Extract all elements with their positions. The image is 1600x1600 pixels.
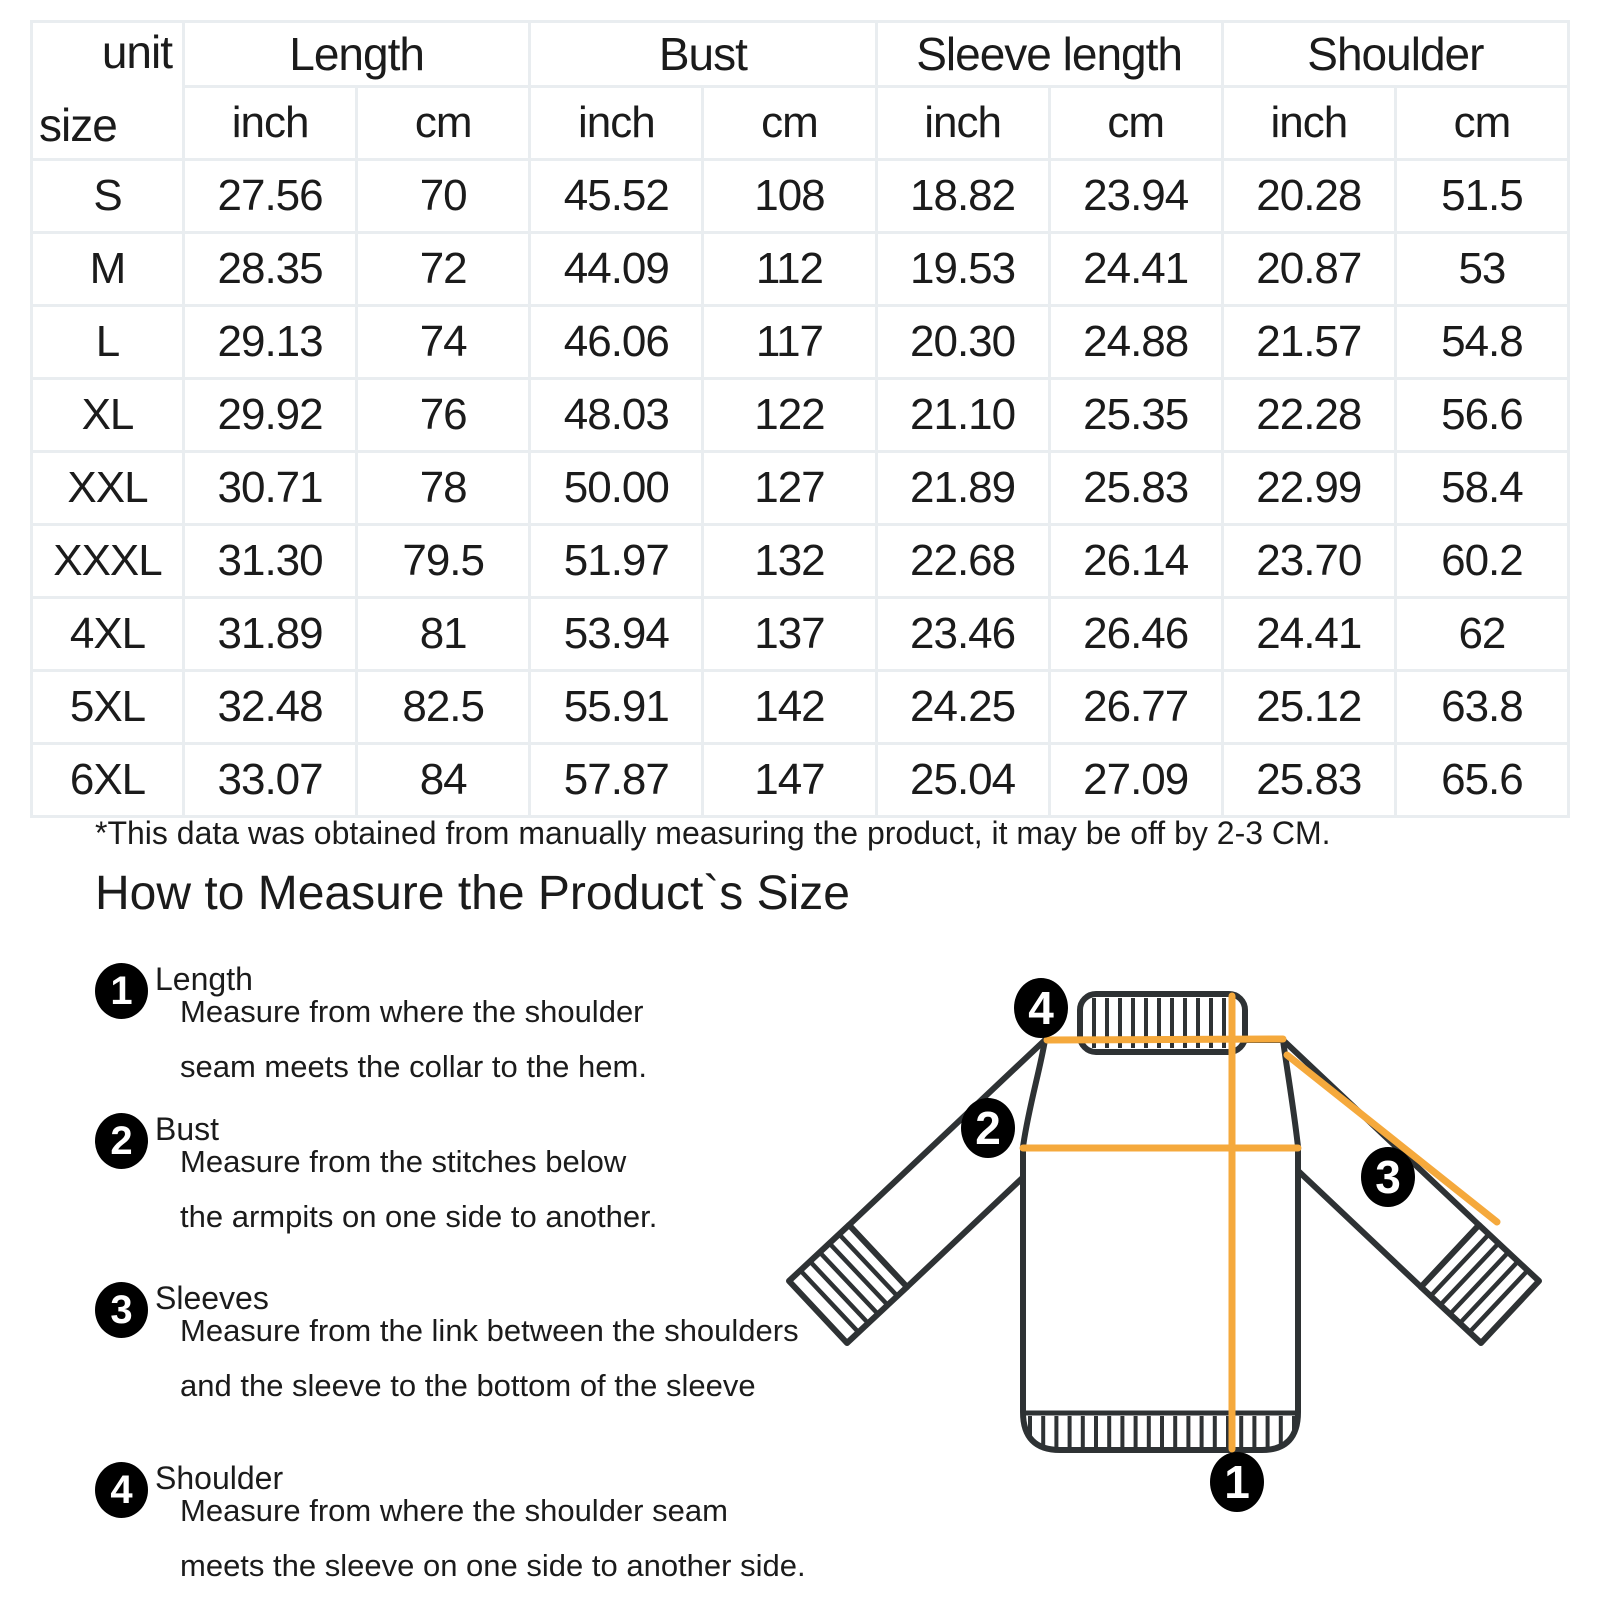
value-cell: 81 — [357, 598, 530, 671]
value-cell: 31.30 — [184, 525, 357, 598]
value-cell: 63.8 — [1395, 671, 1568, 744]
value-cell: 23.46 — [876, 598, 1049, 671]
table-row — [32, 452, 1569, 525]
instruction-text-line: Measure from where the shoulder seam — [180, 1493, 728, 1528]
value-cell: 25.04 — [876, 744, 1049, 817]
value-cell: 18.82 — [876, 160, 1049, 233]
value-cell: 53 — [1395, 233, 1568, 306]
subheader-bust-inch: inch — [530, 87, 703, 160]
value-cell: 76 — [357, 379, 530, 452]
value-cell: 112 — [703, 233, 876, 306]
table-row — [32, 306, 1569, 379]
size-cell: XL — [32, 379, 184, 452]
table-row — [32, 233, 1569, 306]
value-cell: 108 — [703, 160, 876, 233]
instruction-label: Shoulder — [155, 1460, 284, 1496]
value-cell: 24.41 — [1222, 598, 1395, 671]
unit-size-corner-cell — [32, 22, 184, 160]
value-cell: 56.6 — [1395, 379, 1568, 452]
shoulder-measure-line — [1047, 1039, 1283, 1040]
value-cell: 33.07 — [184, 744, 357, 817]
value-cell: 24.41 — [1049, 233, 1222, 306]
hem-ribbing — [1030, 1416, 1294, 1449]
measurement-disclaimer-note: *This data was obtained from manually measuring the product, it may be off by 2-3 CM. — [95, 815, 1331, 851]
value-cell: 30.71 — [184, 452, 357, 525]
value-cell: 58.4 — [1395, 452, 1568, 525]
instruction-text-line: meets the sleeve on one side to another side. — [180, 1548, 806, 1583]
value-cell: 54.8 — [1395, 306, 1568, 379]
instruction-label: Sleeves — [155, 1280, 269, 1316]
table-row — [32, 671, 1569, 744]
size-cell: M — [32, 233, 184, 306]
value-cell: 25.35 — [1049, 379, 1222, 452]
value-cell: 74 — [357, 306, 530, 379]
subheader-length-cm: cm — [357, 87, 530, 160]
table-row — [32, 525, 1569, 598]
column-group-shoulder: Shoulder — [1222, 22, 1568, 87]
value-cell: 25.83 — [1049, 452, 1222, 525]
value-cell: 28.35 — [184, 233, 357, 306]
table-sub-header-row — [32, 87, 1569, 160]
instruction-text-line: seam meets the collar to the hem. — [180, 1049, 647, 1084]
instruction-text-line: and the sleeve to the bottom of the sleeve — [180, 1368, 756, 1403]
diagram-badge-3 — [1361, 1147, 1415, 1207]
value-cell: 27.56 — [184, 160, 357, 233]
value-cell: 19.53 — [876, 233, 1049, 306]
value-cell: 26.14 — [1049, 525, 1222, 598]
value-cell: 132 — [703, 525, 876, 598]
instruction-text-line: Measure from the stitches below — [180, 1144, 627, 1179]
table-row — [32, 160, 1569, 233]
table-row — [32, 744, 1569, 817]
value-cell: 23.70 — [1222, 525, 1395, 598]
value-cell: 22.28 — [1222, 379, 1395, 452]
number-2-badge: 2 — [95, 1113, 148, 1169]
table-row — [32, 379, 1569, 452]
value-cell: 46.06 — [530, 306, 703, 379]
value-cell: 79.5 — [357, 525, 530, 598]
instruction-label: Bust — [155, 1111, 220, 1147]
size-cell: 6XL — [32, 744, 184, 817]
size-cell: S — [32, 160, 184, 233]
instruction-text-line: Measure from the link between the shoulders — [180, 1313, 799, 1348]
value-cell: 55.91 — [530, 671, 703, 744]
instruction-text-line: the armpits on one side to another. — [180, 1199, 658, 1234]
value-cell: 22.99 — [1222, 452, 1395, 525]
value-cell: 142 — [703, 671, 876, 744]
value-cell: 70 — [357, 160, 530, 233]
column-group-bust: Bust — [530, 22, 876, 87]
size-chart-table — [30, 20, 1570, 818]
value-cell: 29.13 — [184, 306, 357, 379]
number-3-badge: 3 — [95, 1282, 148, 1338]
size-cell: XXL — [32, 452, 184, 525]
value-cell: 22.68 — [876, 525, 1049, 598]
number-1-badge: 1 — [95, 963, 148, 1019]
column-group-length: Length — [184, 22, 530, 87]
value-cell: 29.92 — [184, 379, 357, 452]
value-cell: 20.28 — [1222, 160, 1395, 233]
sweater-body — [1023, 1040, 1298, 1450]
subheader-length-inch: inch — [184, 87, 357, 160]
value-cell: 44.09 — [530, 233, 703, 306]
value-cell: 147 — [703, 744, 876, 817]
size-cell: 5XL — [32, 671, 184, 744]
sweater-measurement-diagram — [760, 950, 1560, 1600]
value-cell: 122 — [703, 379, 876, 452]
instruction-label: Length — [155, 961, 253, 997]
value-cell: 72 — [357, 233, 530, 306]
value-cell: 31.89 — [184, 598, 357, 671]
value-cell: 127 — [703, 452, 876, 525]
value-cell: 137 — [703, 598, 876, 671]
column-group-sleeve-length: Sleeve length — [876, 22, 1222, 87]
value-cell: 25.12 — [1222, 671, 1395, 744]
size-cell: L — [32, 306, 184, 379]
subheader-bust-cm: cm — [703, 87, 876, 160]
value-cell: 21.89 — [876, 452, 1049, 525]
value-cell: 25.83 — [1222, 744, 1395, 817]
corner-unit-label: unit — [101, 26, 172, 78]
value-cell: 78 — [357, 452, 530, 525]
value-cell: 32.48 — [184, 671, 357, 744]
value-cell: 82.5 — [357, 671, 530, 744]
subheader-sleeve-inch: inch — [876, 87, 1049, 160]
value-cell: 20.30 — [876, 306, 1049, 379]
value-cell: 27.09 — [1049, 744, 1222, 817]
size-table-body — [32, 160, 1569, 817]
value-cell: 24.25 — [876, 671, 1049, 744]
value-cell: 24.88 — [1049, 306, 1222, 379]
value-cell: 26.77 — [1049, 671, 1222, 744]
diagram-badge-4 — [1014, 978, 1068, 1038]
subheader-shoulder-inch: inch — [1222, 87, 1395, 160]
value-cell: 62 — [1395, 598, 1568, 671]
diagram-badge-1 — [1210, 1452, 1264, 1512]
value-cell: 57.87 — [530, 744, 703, 817]
value-cell: 48.03 — [530, 379, 703, 452]
subheader-shoulder-cm: cm — [1395, 87, 1568, 160]
value-cell: 84 — [357, 744, 530, 817]
value-cell: 23.94 — [1049, 160, 1222, 233]
number-4-badge: 4 — [95, 1462, 148, 1518]
size-cell: XXXL — [32, 525, 184, 598]
table-row — [32, 598, 1569, 671]
value-cell: 51.97 — [530, 525, 703, 598]
value-cell: 117 — [703, 306, 876, 379]
value-cell: 53.94 — [530, 598, 703, 671]
corner-size-label: size — [39, 99, 117, 151]
svg-text:2: 2 — [975, 1102, 1001, 1154]
value-cell: 50.00 — [530, 452, 703, 525]
value-cell: 65.6 — [1395, 744, 1568, 817]
value-cell: 45.52 — [530, 160, 703, 233]
collar — [1080, 994, 1245, 1052]
value-cell: 26.46 — [1049, 598, 1222, 671]
instruction-text-line: Measure from where the shoulder — [180, 994, 644, 1029]
value-cell: 21.10 — [876, 379, 1049, 452]
table-group-header-row — [32, 22, 1569, 87]
diagram-badge-2 — [961, 1098, 1015, 1158]
value-cell: 60.2 — [1395, 525, 1568, 598]
value-cell: 20.87 — [1222, 233, 1395, 306]
value-cell: 51.5 — [1395, 160, 1568, 233]
size-cell: 4XL — [32, 598, 184, 671]
subheader-sleeve-cm: cm — [1049, 87, 1222, 160]
how-to-measure-heading: How to Measure the Product`s Size — [95, 867, 850, 920]
value-cell: 21.57 — [1222, 306, 1395, 379]
svg-text:1: 1 — [1224, 1456, 1250, 1508]
svg-text:4: 4 — [1028, 982, 1054, 1034]
svg-text:3: 3 — [1375, 1151, 1401, 1203]
